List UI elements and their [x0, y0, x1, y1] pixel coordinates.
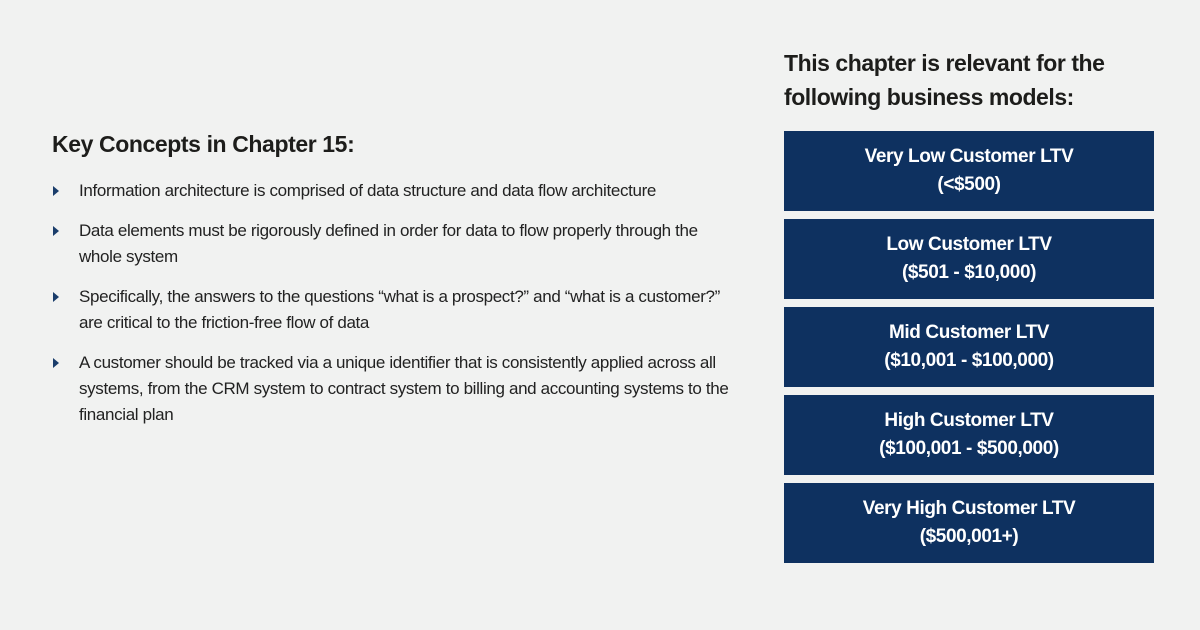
model-name: Low Customer LTV: [886, 234, 1052, 255]
business-model-mid-ltv: [784, 307, 1154, 387]
model-name: Very High Customer LTV: [862, 498, 1076, 519]
model-name: Very Low Customer LTV: [864, 146, 1074, 167]
model-name: High Customer LTV: [884, 410, 1054, 431]
model-range: ($500,001+): [919, 526, 1019, 547]
business-models-title: This chapter is relevant for the following business models:: [784, 50, 1105, 110]
model-range: ($100,001 - $500,000): [879, 438, 1059, 459]
business-model-high-ltv: [784, 395, 1154, 475]
key-concepts-list: [52, 178, 742, 428]
bullet-text: Specifically, the answers to the questions “what is a prospect?” and “what is a customer?” are critical to the friction-free flow of data: [79, 287, 720, 332]
bullet-text: A customer should be tracked via a unique identifier that is consistently applied across all systems, from the CRM system to contract system to billing and accounting systems to the financial plan: [79, 353, 729, 424]
model-name: Mid Customer LTV: [888, 322, 1050, 343]
business-model-very-high-ltv: [784, 483, 1154, 563]
triangle-right-icon: [53, 358, 59, 368]
list-item: [52, 284, 742, 336]
business-model-low-ltv: [784, 219, 1154, 299]
business-model-very-low-ltv: [784, 131, 1154, 211]
triangle-right-icon: [53, 186, 59, 196]
list-item: [52, 350, 742, 428]
business-models-section: [784, 46, 1154, 571]
list-item: [52, 218, 742, 270]
triangle-right-icon: [53, 292, 59, 302]
triangle-right-icon: [53, 226, 59, 236]
model-range: (<$500): [937, 174, 1001, 195]
bullet-text: Data elements must be rigorously defined in order for data to flow properly through the whole system: [79, 221, 698, 266]
bullet-text: Information architecture is comprised of data structure and data flow architecture: [79, 181, 656, 200]
key-concepts-section: [52, 130, 742, 442]
list-item: [52, 178, 742, 204]
model-range: ($501 - $10,000): [901, 262, 1037, 283]
key-concepts-title: Key Concepts in Chapter 15:: [52, 131, 355, 157]
model-range: ($10,001 - $100,000): [884, 350, 1054, 371]
